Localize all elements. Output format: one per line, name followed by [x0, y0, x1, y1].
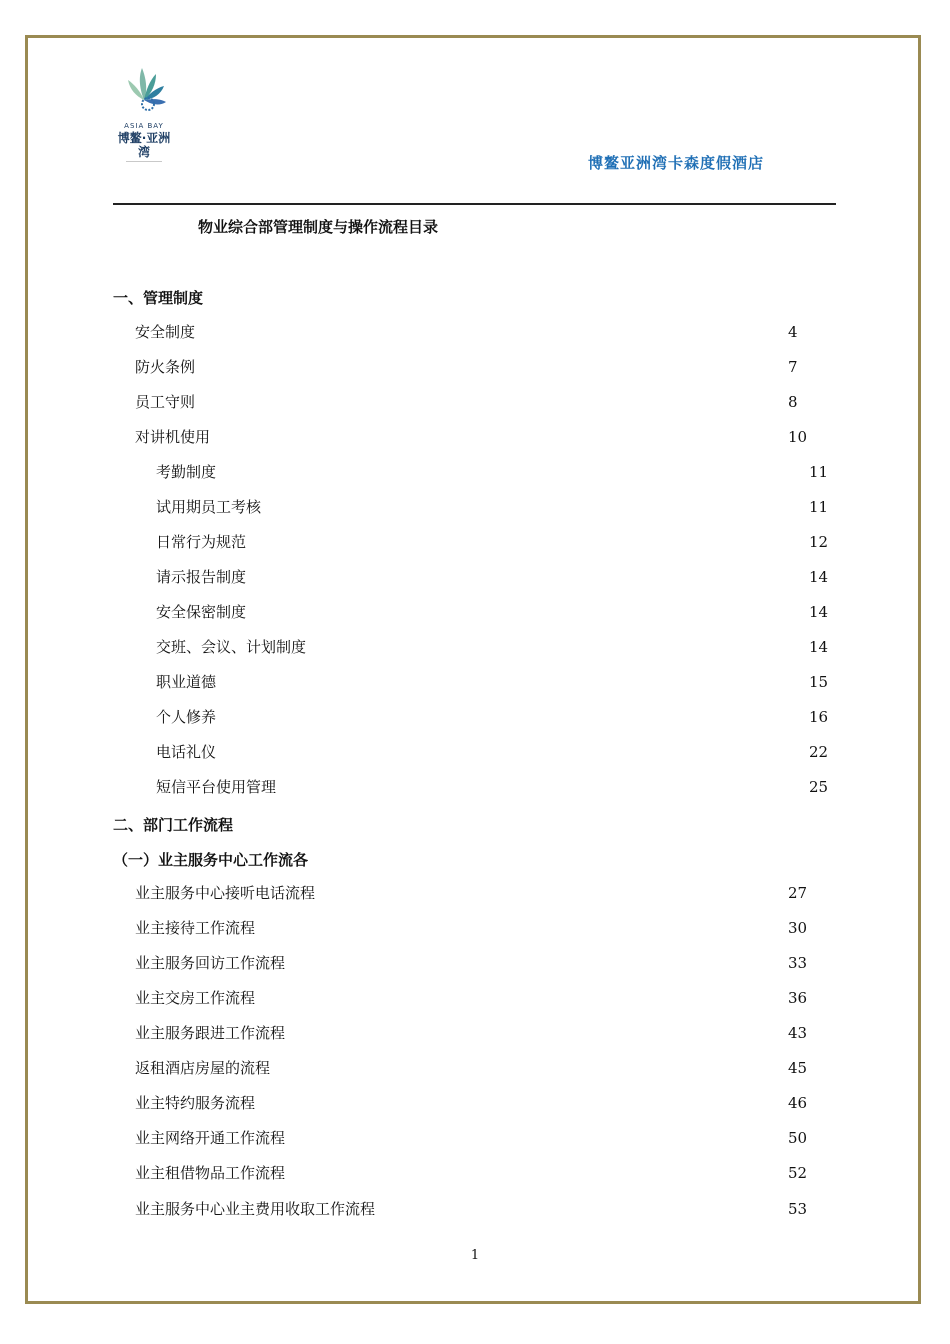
- toc-page-number: 15: [809, 673, 829, 691]
- toc-page-number: 53: [788, 1200, 808, 1218]
- toc-label: 请示报告制度: [156, 568, 247, 586]
- toc-page-number: 14: [809, 603, 829, 621]
- toc-page-number: 30: [788, 919, 808, 937]
- page-number: 1: [470, 1248, 480, 1263]
- toc-page-number: 14: [809, 568, 829, 586]
- toc-label: 短信平台使用管理: [156, 778, 277, 796]
- logo-english: ASIA BAY: [124, 122, 164, 130]
- toc-label: 交班、会议、计划制度: [156, 638, 307, 656]
- toc-page-number: 11: [809, 498, 829, 516]
- toc-page-number: 12: [809, 533, 829, 551]
- toc-page-number: 22: [809, 743, 829, 761]
- toc-label: 考勤制度: [156, 463, 217, 481]
- logo-text: [112, 122, 176, 165]
- logo-chinese: 博鳌·亚洲湾: [117, 131, 171, 159]
- toc-page-number: 33: [788, 954, 808, 972]
- toc-page-number: 50: [788, 1129, 808, 1147]
- toc-label: 个人修养: [156, 708, 217, 726]
- toc-label: 防火条例: [135, 358, 196, 376]
- toc-label: 试用期员工考核: [156, 498, 262, 516]
- toc-label: 员工守则: [135, 393, 196, 411]
- toc-label: 返租酒店房屋的流程: [135, 1059, 271, 1077]
- toc-page-number: 52: [788, 1164, 808, 1182]
- toc-page-number: 8: [788, 393, 798, 411]
- toc-label: 日常行为规范: [156, 533, 247, 551]
- page-border: [25, 35, 921, 1304]
- toc-label: 业主租借物品工作流程: [135, 1164, 286, 1182]
- document-title: 物业综合部管理制度与操作流程目录: [198, 218, 439, 236]
- toc-label: 安全制度: [135, 323, 196, 341]
- logo-subtext: ―――――――――: [126, 159, 162, 164]
- toc-page-number: 25: [809, 778, 829, 796]
- toc-page-number: 7: [788, 358, 798, 376]
- toc-page-number: 45: [788, 1059, 808, 1077]
- toc-label: 安全保密制度: [156, 603, 247, 621]
- toc-label: 电话礼仪: [156, 743, 217, 761]
- subsection-heading-owner-service: （一）业主服务中心工作流各: [113, 851, 309, 869]
- toc-page-number: 14: [809, 638, 829, 656]
- section-heading-management: 一、管理制度: [113, 289, 204, 307]
- toc-label: 业主服务回访工作流程: [135, 954, 286, 972]
- toc-page-number: 10: [788, 428, 808, 446]
- toc-label: 业主网络开通工作流程: [135, 1129, 286, 1147]
- hotel-name: 博鳌亚洲湾卡森度假酒店: [588, 154, 765, 172]
- toc-label: 业主接待工作流程: [135, 919, 256, 937]
- toc-label: 职业道德: [156, 673, 217, 691]
- toc-page-number: 46: [788, 1094, 808, 1112]
- section-heading-workflow: 二、部门工作流程: [113, 816, 234, 834]
- toc-label: 业主服务中心业主费用收取工作流程: [135, 1200, 376, 1218]
- toc-label: 业主交房工作流程: [135, 989, 256, 1007]
- toc-page-number: 16: [809, 708, 829, 726]
- toc-label: 业主服务跟进工作流程: [135, 1024, 286, 1042]
- toc-page-number: 11: [809, 463, 829, 481]
- toc-page-number: 36: [788, 989, 808, 1007]
- toc-page-number: 27: [788, 884, 808, 902]
- toc-label: 业主特约服务流程: [135, 1094, 256, 1112]
- toc-page-number: 4: [788, 323, 798, 341]
- toc-label: 对讲机使用: [135, 428, 211, 446]
- toc-page-number: 43: [788, 1024, 808, 1042]
- header-divider: [113, 203, 836, 205]
- toc-label: 业主服务中心接听电话流程: [135, 884, 316, 902]
